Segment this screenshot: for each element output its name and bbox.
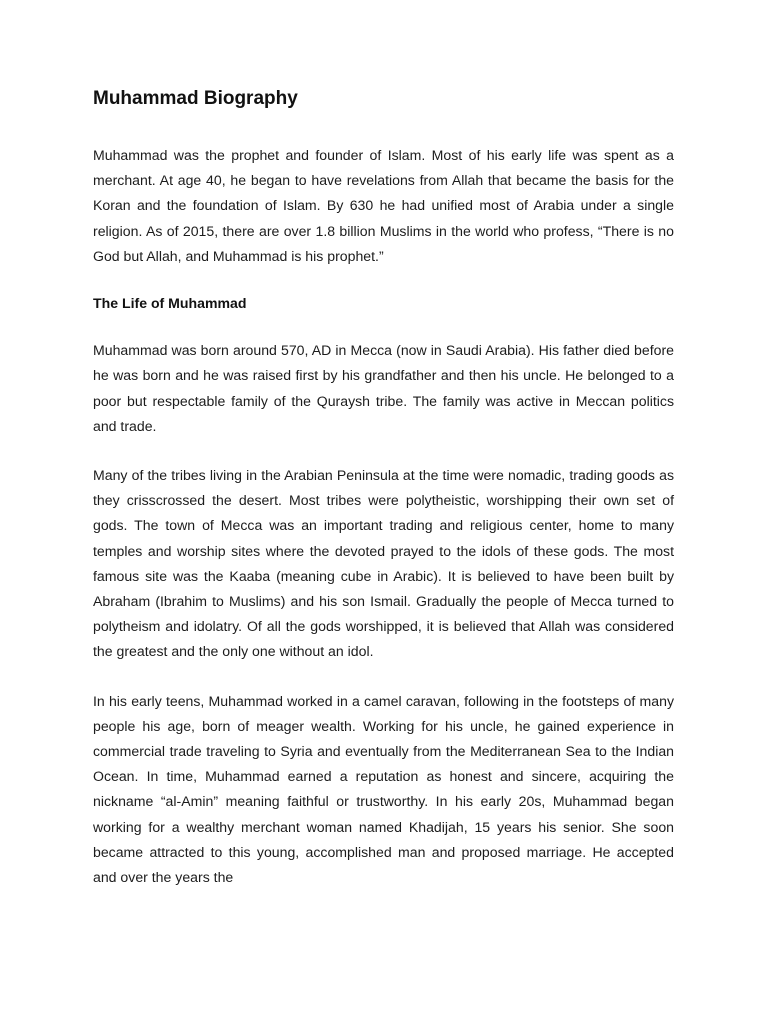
intro-paragraph: Muhammad was the prophet and founder of Islam. Most of his early life was spent as a merchant. At age 40, he began to have revelations from Allah that became the basis for the Koran and the foundation of Islam. By 630 he had unified most of Arabia under a single religion. As of 2015, there are over 1.8 billion Muslims in the world who profess, “There is no God but Allah, and Muhammad is his prophet.” xyxy=(93,147,674,264)
section-heading: The Life of Muhammad xyxy=(93,295,247,312)
document-title: Muhammad Biography xyxy=(93,88,298,109)
document-page xyxy=(93,86,674,890)
paragraph-birth: Muhammad was born around 570, AD in Mecca (now in Saudi Arabia). His father died before he was born and he was raised first by his grandfather and then his uncle. He belonged to a poor but respectable family of the Quraysh tribe. The family was active in Meccan politics and trade. xyxy=(93,342,674,434)
paragraph-tribes: Many of the tribes living in the Arabian Peninsula at the time were nomadic, trading goods as they crisscrossed the desert. Most tribes were polytheistic, worshipping their own set of gods. The town of Mecca was an important trading and religious center, home to many temples and worship sites where the devoted prayed to the idols of these gods. The most famous site was the Kaaba (meaning cube in Arabic). It is believed to have been built by Abraham (Ibrahim to Muslims) and his son Ismail. Gradually the people of Mecca turned to polytheism and idolatry. Of all the gods worshipped, it is believed that Allah was considered the greatest and the only one without an idol. xyxy=(93,467,674,660)
paragraph-early-career: In his early teens, Muhammad worked in a camel caravan, following in the footsteps of many people his age, born of meager wealth. Working for his uncle, he gained experience in commercial trade traveling to Syria and eventually from the Mediterranean Sea to the Indian Ocean. In time, Muhammad earned a reputation as honest and sincere, acquiring the nickname “al-Amin” meaning faithful or trustworthy. In his early 20s, Muhammad began working for a wealthy merchant woman named Khadijah, 15 years his senior. She soon became attracted to this young, accomplished man and proposed marriage. He accepted and over the years the xyxy=(93,692,674,886)
